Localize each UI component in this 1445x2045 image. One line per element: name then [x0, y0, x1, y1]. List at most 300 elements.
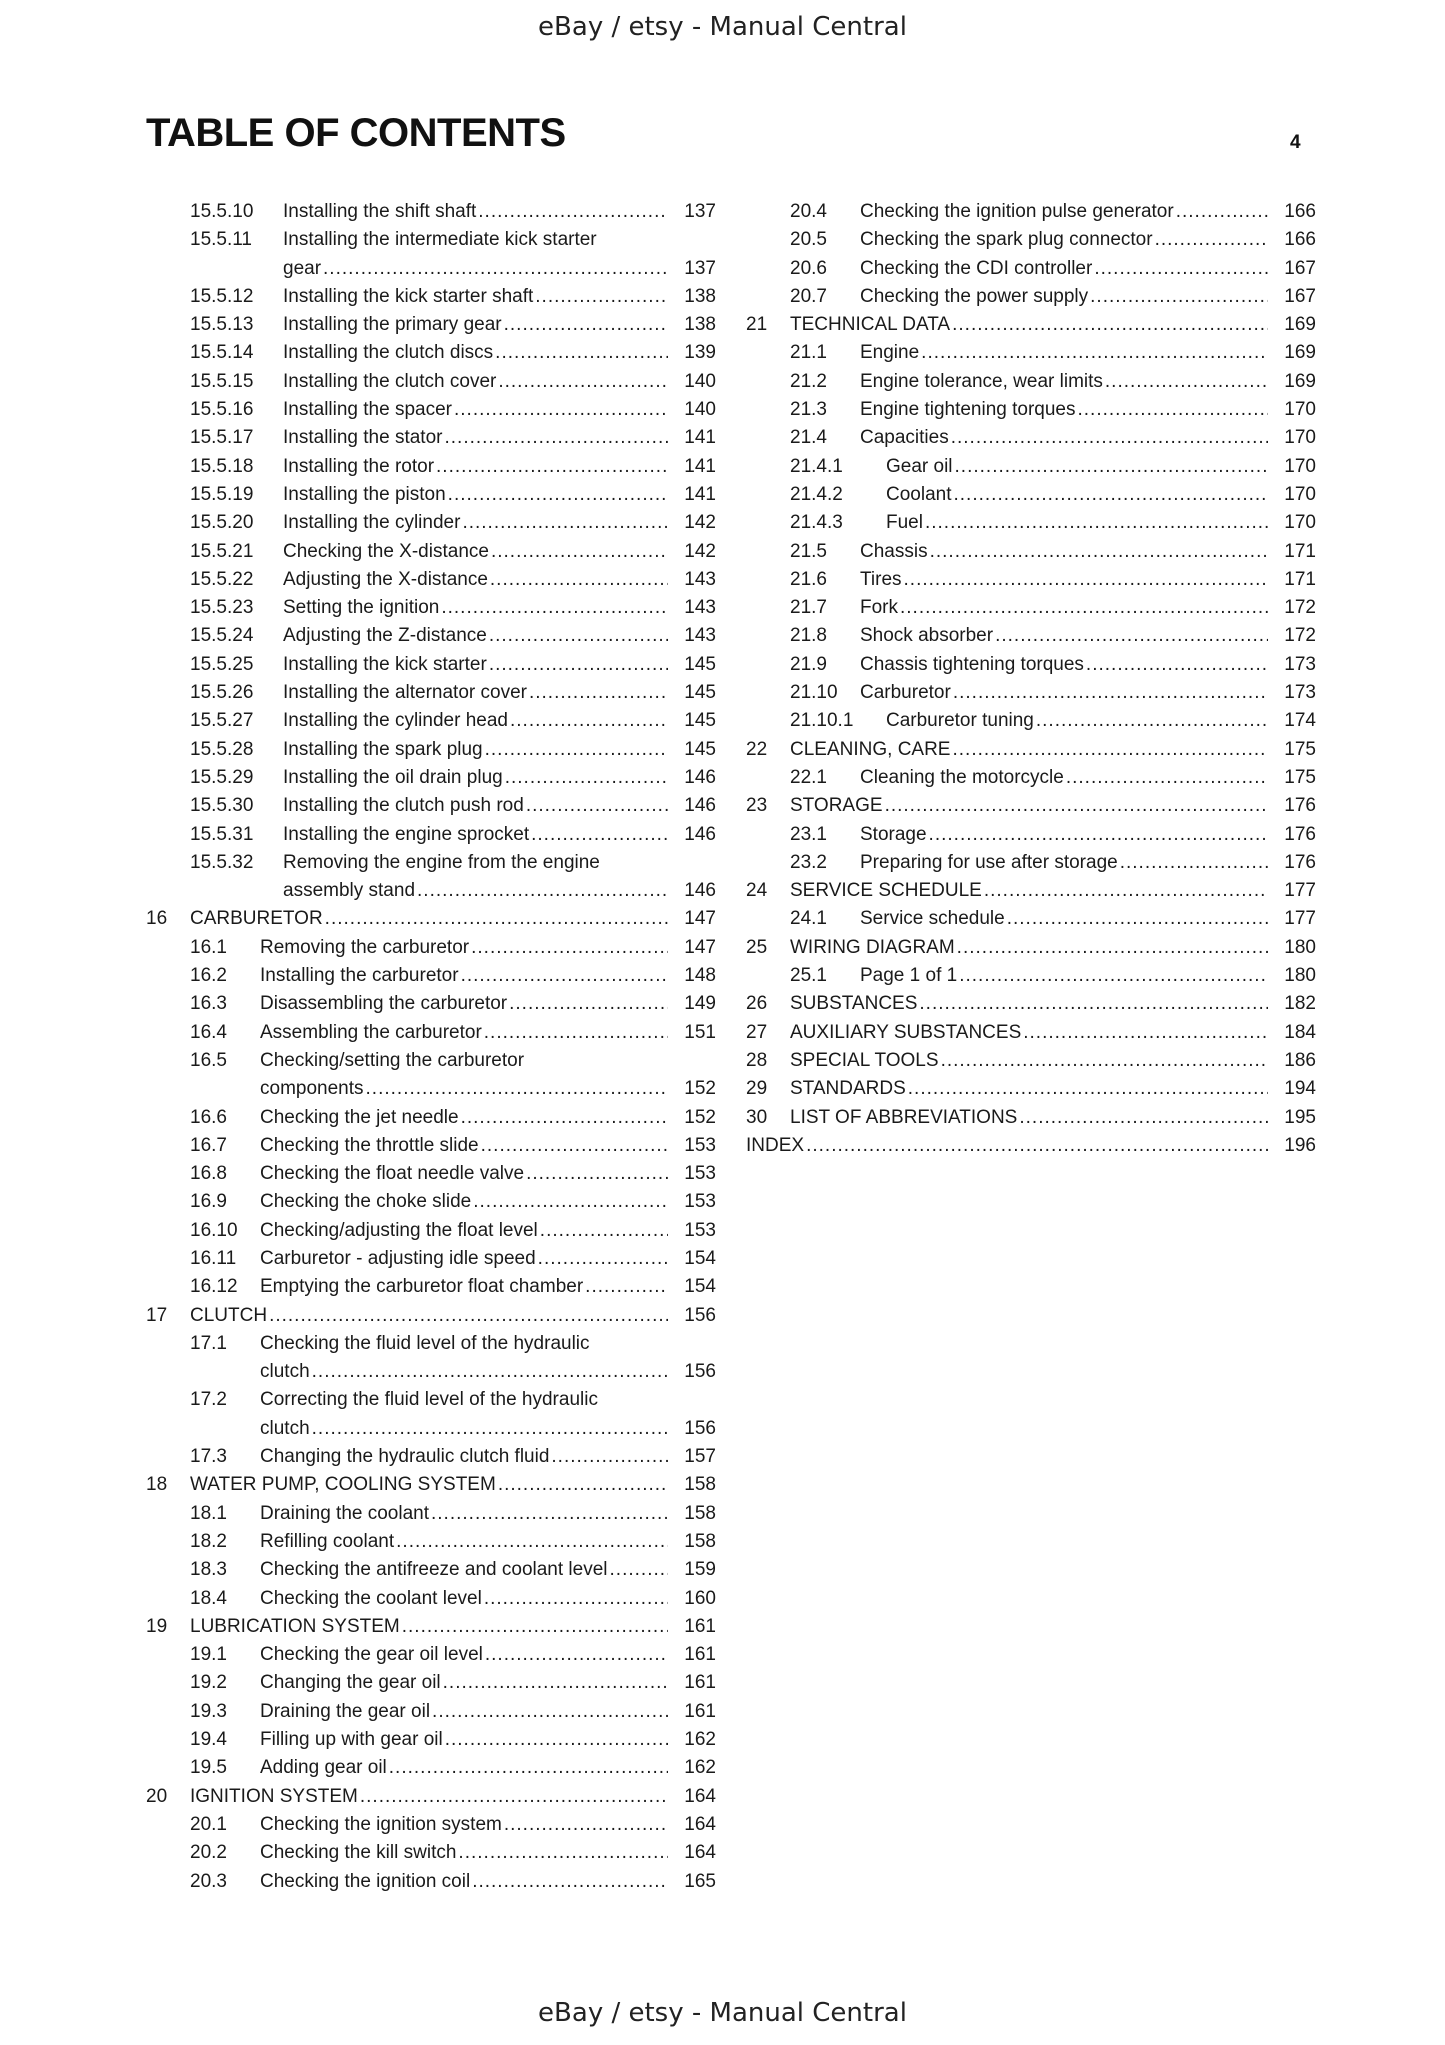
toc-entry-number: 19.2 — [190, 1672, 227, 1694]
toc-entry-number: 18.1 — [190, 1502, 227, 1524]
toc-entry-title: Checking the ignition pulse generator — [860, 201, 1174, 222]
toc-entry — [146, 1528, 716, 1556]
toc-entry-number: 16.1 — [190, 936, 227, 958]
toc-entry-number: 15.5.29 — [190, 766, 254, 788]
toc-entry-title: Checking the power supply — [860, 285, 1089, 307]
dot-leader — [510, 707, 668, 735]
toc-entry — [146, 1698, 716, 1726]
toc-entry-title: STORAGE — [790, 795, 883, 817]
toc-entry-page: 177 — [1284, 908, 1316, 930]
toc-entry — [746, 1019, 1316, 1047]
toc-entry-page: 143 — [684, 625, 716, 647]
toc-entry-page: 170 — [1284, 399, 1316, 421]
toc-entry-number: 21.3 — [790, 399, 827, 421]
toc-entry-title: Checking the float needle valve — [260, 1163, 525, 1185]
dot-leader — [1023, 1019, 1268, 1047]
toc-entry-number: 15.5.12 — [190, 285, 254, 307]
dot-leader — [462, 509, 668, 537]
toc-entry — [746, 679, 1316, 707]
toc-entry-page: 180 — [1284, 936, 1316, 958]
toc-entry-page: 186 — [1284, 1049, 1316, 1071]
dot-leader — [526, 1160, 668, 1188]
toc-entry-number: 18.2 — [190, 1530, 227, 1552]
toc-entry-title: Installing the spark plug — [283, 738, 483, 760]
toc-entry-title: Emptying the carburetor float chamber — [260, 1276, 584, 1298]
toc-entry — [146, 1132, 716, 1160]
toc-entry-page: 176 — [1284, 851, 1316, 873]
dot-leader — [952, 311, 1268, 339]
toc-entry-title: Cleaning the motorcycle — [860, 766, 1064, 788]
toc-entry-title: Changing the gear oil — [260, 1672, 441, 1694]
toc-entry — [146, 622, 716, 650]
dot-leader — [1036, 707, 1268, 735]
toc-entry-title: Checking the CDI controller — [860, 257, 1093, 279]
toc-entry-number: 16.9 — [190, 1191, 227, 1213]
toc-entry-number: 20 — [146, 1785, 168, 1807]
toc-entry-title: SUBSTANCES — [790, 993, 918, 1015]
dot-leader — [445, 1726, 668, 1754]
toc-entry-title: Installing the oil drain plug — [283, 766, 503, 788]
toc-entry-title: Adjusting the Z-distance — [283, 625, 487, 647]
toc-entry-number: 15.5.19 — [190, 483, 254, 505]
toc-entry — [146, 736, 716, 764]
toc-entry-title: Installing the shift shaft — [283, 201, 477, 222]
toc-entry — [146, 311, 716, 339]
dot-leader — [585, 1273, 668, 1301]
toc-entry-page: 146 — [684, 795, 716, 817]
toc-entry-number: 21.10.1 — [790, 710, 854, 732]
dot-leader — [484, 1585, 668, 1613]
toc-entry-page: 146 — [684, 823, 716, 845]
toc-entry — [146, 651, 716, 679]
toc-entry — [146, 1047, 716, 1104]
toc-entry — [746, 792, 1316, 820]
toc-entry-page: 167 — [1284, 285, 1316, 307]
toc-entry — [146, 1471, 716, 1499]
page-title: TABLE OF CONTENTS — [146, 111, 566, 155]
toc-entry-page: 162 — [684, 1729, 716, 1751]
toc-entry-page: 145 — [684, 653, 716, 675]
toc-entry-title: Changing the hydraulic clutch fluid — [260, 1446, 550, 1468]
toc-entry-number: 21.4.1 — [790, 455, 843, 477]
toc-entry-number: 21.10 — [790, 682, 838, 704]
toc-entry — [146, 396, 716, 424]
toc-entry-page: 169 — [1284, 342, 1316, 364]
toc-entry-title: Removing the engine from the engine — [283, 851, 600, 873]
toc-entry-number: 21.4 — [790, 427, 827, 449]
toc-entry-title: Fuel — [886, 512, 923, 534]
dot-leader — [312, 1415, 668, 1443]
dot-leader — [610, 1556, 668, 1584]
toc-entry-title: Draining the coolant — [260, 1502, 429, 1524]
toc-entry-title: components — [260, 1078, 364, 1100]
toc-entry-page: 142 — [684, 540, 716, 562]
toc-entry-title: CARBURETOR — [190, 908, 323, 930]
toc-entry-number: 29 — [746, 1078, 768, 1100]
toc-entry — [146, 1500, 716, 1528]
dot-leader — [1007, 905, 1268, 933]
toc-entry-page: 176 — [1284, 823, 1316, 845]
toc-entry-page: 137 — [684, 257, 716, 279]
dot-leader — [489, 651, 668, 679]
toc-entry-page: 170 — [1284, 427, 1316, 449]
toc-entry-page: 165 — [684, 1870, 716, 1892]
toc-entry-page: 182 — [1284, 993, 1316, 1015]
toc-entry-title: Engine tightening torques — [860, 399, 1076, 421]
toc-entry-title: Installing the engine sprocket — [283, 823, 530, 845]
dot-leader — [1094, 255, 1268, 283]
toc-entry — [146, 453, 716, 481]
toc-entry-number: 20.2 — [190, 1842, 227, 1864]
dot-leader — [432, 1698, 668, 1726]
toc-entry-number: 16.4 — [190, 1021, 227, 1043]
toc-entry — [146, 1302, 716, 1330]
toc-entry — [746, 905, 1316, 933]
toc-entry-number: 18 — [146, 1474, 168, 1496]
toc-entry — [746, 538, 1316, 566]
toc-entry-number: 23 — [746, 795, 768, 817]
toc-entry-page: 145 — [684, 710, 716, 732]
toc-entry-page: 174 — [1284, 710, 1316, 732]
toc-entry-number: 16 — [146, 908, 168, 930]
toc-entry — [146, 1160, 716, 1188]
dot-leader — [484, 1019, 668, 1047]
dot-leader — [954, 481, 1269, 509]
toc-entry-title: Adjusting the X-distance — [283, 568, 488, 590]
dot-leader — [538, 1245, 668, 1273]
toc-entry — [746, 198, 1316, 226]
dot-leader — [444, 424, 668, 452]
toc-entry-number: 21.8 — [790, 625, 827, 647]
dot-leader — [396, 1528, 668, 1556]
dot-leader — [957, 934, 1268, 962]
dot-leader — [955, 453, 1268, 481]
toc-entry — [146, 905, 716, 933]
toc-entry-page: 138 — [684, 314, 716, 336]
dot-leader — [471, 934, 668, 962]
toc-entry-number: 22.1 — [790, 766, 827, 788]
toc-entry — [146, 1839, 716, 1867]
toc-entry-page: 173 — [1284, 653, 1316, 675]
toc-entry-number: 16.7 — [190, 1134, 227, 1156]
toc-entry-page: 175 — [1284, 766, 1316, 788]
dot-leader — [1066, 764, 1268, 792]
dot-leader — [461, 962, 668, 990]
toc-entry-number: 15.5.24 — [190, 625, 254, 647]
dot-leader — [481, 1132, 668, 1160]
toc-entry — [146, 424, 716, 452]
toc-entry-number: 26 — [746, 993, 768, 1015]
toc-entry-page: 170 — [1284, 455, 1316, 477]
toc-entry-number: 20.6 — [790, 257, 827, 279]
toc-entry-title: clutch — [260, 1417, 310, 1439]
toc-entry-page: 175 — [1284, 738, 1316, 760]
dot-leader — [431, 1500, 668, 1528]
toc-entry-page: 172 — [1284, 625, 1316, 647]
dot-leader — [325, 905, 668, 933]
toc-entry-number: 15.5.15 — [190, 370, 254, 392]
toc-entry — [746, 453, 1316, 481]
toc-entry — [746, 764, 1316, 792]
toc-entry-page: 147 — [684, 936, 716, 958]
toc-entry — [146, 1330, 716, 1387]
toc-entry-page: 153 — [684, 1134, 716, 1156]
toc-entry-page: 153 — [684, 1219, 716, 1241]
toc-entry-title: Installing the cylinder head — [283, 710, 508, 732]
dot-leader — [941, 1047, 1268, 1075]
dot-leader — [531, 821, 668, 849]
toc-entry-title: Filling up with gear oil — [260, 1729, 443, 1751]
toc-entry-page: 146 — [684, 880, 716, 902]
dot-leader — [389, 1754, 668, 1782]
toc-entry-number: 19.1 — [190, 1644, 227, 1666]
toc-entry-page: 140 — [684, 370, 716, 392]
toc-entry-page: 164 — [684, 1842, 716, 1864]
toc-entry — [146, 1783, 716, 1811]
toc-entry-title: Installing the primary gear — [283, 314, 502, 336]
dot-leader — [535, 283, 668, 311]
toc-entry-title: SERVICE SCHEDULE — [790, 880, 982, 902]
toc-entry-page: 161 — [684, 1700, 716, 1722]
toc-entry-title: Checking/adjusting the float level — [260, 1219, 538, 1241]
dot-leader — [995, 622, 1268, 650]
toc-entry-title: Draining the gear oil — [260, 1700, 431, 1722]
toc-entry — [746, 821, 1316, 849]
toc-entry-title: Installing the kick starter shaft — [283, 285, 534, 307]
toc-entry-number: 15.5.31 — [190, 823, 254, 845]
dot-leader — [885, 792, 1268, 820]
toc-entry — [746, 877, 1316, 905]
toc-entry-title: Engine — [860, 342, 920, 364]
toc-entry — [746, 481, 1316, 509]
toc-entry — [746, 509, 1316, 537]
dot-leader — [491, 538, 668, 566]
toc-entry-title: Tires — [860, 568, 902, 590]
toc-entry — [746, 1047, 1316, 1075]
toc-entry-title: AUXILIARY SUBSTANCES — [790, 1021, 1022, 1043]
toc-entry-number: 15.5.13 — [190, 314, 254, 336]
toc-entry-page: 156 — [684, 1417, 716, 1439]
toc-entry — [146, 821, 716, 849]
toc-entry-title: Installing the clutch cover — [283, 370, 497, 392]
toc-entry-page: 170 — [1284, 483, 1316, 505]
dot-leader — [472, 1868, 668, 1896]
toc-entry-number: 15.5.28 — [190, 738, 254, 760]
toc-entry-number: 18.3 — [190, 1559, 227, 1581]
dot-leader — [417, 877, 668, 905]
toc-entry — [746, 736, 1316, 764]
toc-entry — [746, 311, 1316, 339]
toc-entry-title: Page 1 of 1 — [860, 965, 958, 987]
toc-entry — [746, 368, 1316, 396]
dot-leader — [509, 990, 668, 1018]
toc-entry-number: 15.5.10 — [190, 201, 254, 222]
toc-entry — [146, 339, 716, 367]
toc-entry-number: 23.1 — [790, 823, 827, 845]
toc-entry-page: 172 — [1284, 597, 1316, 619]
toc-entry-page: 194 — [1284, 1078, 1316, 1100]
toc-entry-page: 145 — [684, 682, 716, 704]
toc-entry-number: 17.3 — [190, 1446, 227, 1468]
toc-entry — [146, 509, 716, 537]
toc-entry — [146, 849, 716, 906]
toc-entry — [146, 792, 716, 820]
toc-entry-number: 16.10 — [190, 1219, 238, 1241]
dot-leader — [1090, 283, 1268, 311]
toc-entry-number: 16.3 — [190, 993, 227, 1015]
toc-entry-title: Assembling the carburetor — [260, 1021, 482, 1043]
dot-leader — [441, 594, 668, 622]
dot-leader — [485, 736, 668, 764]
dot-leader — [489, 622, 668, 650]
toc-entry-page: 160 — [684, 1587, 716, 1609]
toc-entry-number: 20.1 — [190, 1813, 227, 1835]
dot-leader — [269, 1302, 668, 1330]
toc-entry-title: INDEX — [746, 1134, 805, 1156]
toc-entry — [746, 849, 1316, 877]
dot-leader — [454, 396, 668, 424]
toc-entry-number: 19.3 — [190, 1700, 227, 1722]
toc-entry-title: Installing the clutch discs — [283, 342, 494, 364]
toc-entry — [146, 538, 716, 566]
toc-entry — [146, 1019, 716, 1047]
dot-leader — [312, 1358, 668, 1386]
toc-entry — [146, 283, 716, 311]
page-number: 4 — [1290, 132, 1301, 153]
dot-leader — [498, 1471, 668, 1499]
toc-entry-page: 153 — [684, 1191, 716, 1213]
toc-column-left — [146, 198, 716, 1896]
toc-entry-page: 161 — [684, 1644, 716, 1666]
toc-entry-page: 169 — [1284, 314, 1316, 336]
toc-entry-title: Installing the intermediate kick starter — [283, 229, 597, 251]
toc-entry-page: 157 — [684, 1446, 716, 1468]
toc-entry-page: 147 — [684, 908, 716, 930]
dot-leader — [959, 962, 1268, 990]
toc-entry — [746, 339, 1316, 367]
toc-entry-number: 16.12 — [190, 1276, 238, 1298]
toc-entry-number: 15.5.20 — [190, 512, 254, 534]
toc-entry — [146, 1273, 716, 1301]
toc-entry-page: 151 — [684, 1021, 716, 1043]
toc-entry — [746, 990, 1316, 1018]
toc-entry — [146, 1811, 716, 1839]
dot-leader — [540, 1217, 668, 1245]
toc-entry-number: 15.5.21 — [190, 540, 254, 562]
toc-entry — [146, 1217, 716, 1245]
toc-entry-number: 17 — [146, 1304, 168, 1326]
toc-entry-title: gear — [283, 257, 322, 279]
dot-leader — [498, 368, 668, 396]
dot-leader — [490, 566, 668, 594]
toc-entry-number: 15.5.16 — [190, 399, 254, 421]
toc-entry — [746, 283, 1316, 311]
toc-entry-page: 142 — [684, 512, 716, 534]
toc-entry-title: Coolant — [886, 483, 952, 505]
toc-entry-number: 21.4.3 — [790, 512, 843, 534]
toc-entry-page: 158 — [684, 1530, 716, 1552]
toc-entry — [746, 396, 1316, 424]
toc-entry-number: 28 — [746, 1049, 768, 1071]
toc-entry-title: Adding gear oil — [260, 1757, 387, 1779]
toc-entry — [746, 424, 1316, 452]
toc-entry-page: 138 — [684, 285, 716, 307]
toc-entry — [146, 1556, 716, 1584]
dot-leader — [930, 538, 1268, 566]
dot-leader — [900, 594, 1268, 622]
toc-entry-number: 20.7 — [790, 285, 827, 307]
toc-entry-title: Preparing for use after storage — [860, 851, 1118, 873]
dot-leader — [951, 424, 1268, 452]
toc-entry-page: 169 — [1284, 370, 1316, 392]
toc-entry-page: 159 — [684, 1559, 716, 1581]
toc-entry-title: Checking the ignition coil — [260, 1870, 471, 1892]
toc-entry-number: 19.4 — [190, 1729, 227, 1751]
toc-entry — [746, 934, 1316, 962]
dot-leader — [984, 877, 1268, 905]
toc-entry — [746, 707, 1316, 735]
toc-entry-number: 21 — [746, 314, 768, 336]
toc-entry-number: 25.1 — [790, 965, 827, 987]
dot-leader — [504, 1811, 668, 1839]
toc-entry-number: 21.1 — [790, 342, 827, 364]
toc-entry-title: Setting the ignition — [283, 597, 440, 619]
toc-entry-page: 141 — [684, 483, 716, 505]
toc-entry-title: CLEANING, CARE — [790, 738, 951, 760]
toc-entry-number: 20.5 — [790, 229, 827, 251]
toc-entry-number: 21.9 — [790, 653, 827, 675]
dot-leader — [929, 821, 1268, 849]
toc-entry-number: 15.5.17 — [190, 427, 254, 449]
dot-leader — [1176, 198, 1268, 226]
toc-entry-title: clutch — [260, 1361, 310, 1383]
toc-entry-page: 141 — [684, 455, 716, 477]
toc-entry — [146, 566, 716, 594]
dot-leader — [529, 679, 668, 707]
toc-entry-title: WIRING DIAGRAM — [790, 936, 955, 958]
toc-entry-title: Installing the stator — [283, 427, 443, 449]
toc-entry-title: Removing the carburetor — [260, 936, 470, 958]
dot-leader — [1019, 1104, 1268, 1132]
toc-entry-page: 180 — [1284, 965, 1316, 987]
dot-leader — [366, 1075, 668, 1103]
toc-entry-number: 15.5.11 — [190, 229, 252, 251]
toc-entry-title: Checking the ignition system — [260, 1813, 502, 1835]
toc-entry — [146, 198, 716, 226]
dot-leader — [485, 1641, 668, 1669]
toc-entry-page: 149 — [684, 993, 716, 1015]
toc-entry-title: Capacities — [860, 427, 949, 449]
toc-entry — [146, 707, 716, 735]
toc-entry-title: Shock absorber — [860, 625, 994, 647]
toc-entry-number: 30 — [746, 1106, 768, 1128]
toc-entry — [746, 566, 1316, 594]
toc-entry — [146, 764, 716, 792]
toc-entry-page: 164 — [684, 1785, 716, 1807]
toc-entry-number: 19 — [146, 1615, 168, 1637]
dot-leader — [1155, 226, 1268, 254]
toc-entry-title: Installing the clutch push rod — [283, 795, 524, 817]
toc-entry-title: Installing the rotor — [283, 455, 435, 477]
toc-entry-number: 20.4 — [790, 201, 827, 222]
toc-entry-number: 18.4 — [190, 1587, 227, 1609]
bottom-banner: eBay / etsy - Manual Central — [538, 1998, 907, 2028]
toc-entry-page: 158 — [684, 1502, 716, 1524]
toc-entry — [746, 255, 1316, 283]
toc-entry-page: 161 — [684, 1615, 716, 1637]
toc-entry — [146, 226, 716, 283]
dot-leader — [436, 453, 668, 481]
